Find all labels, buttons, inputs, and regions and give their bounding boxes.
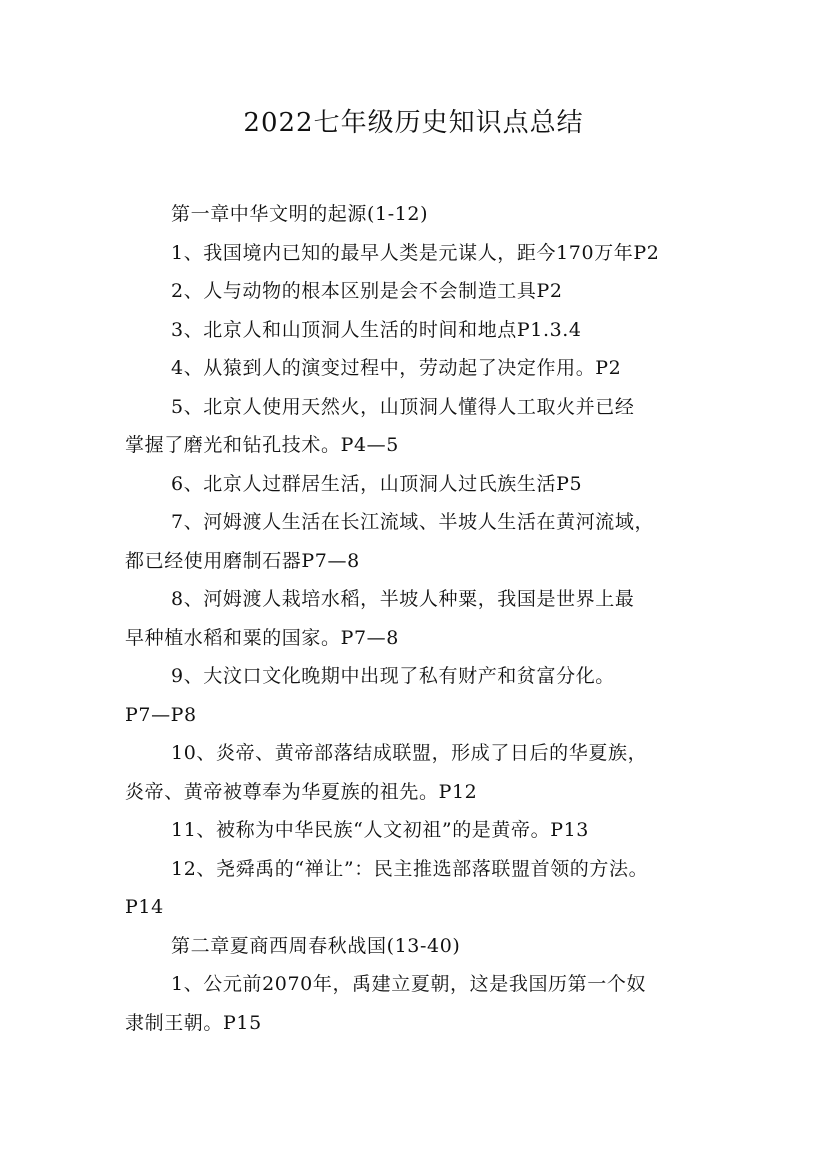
text-line: 第一章中华文明的起源(1-12) (171, 203, 429, 225)
text-line: 8、河姆渡人栽培水稻，半坡人种粟，我国是世界上最 (171, 588, 635, 610)
text-line: 12、尧舜禹的“禅让”：民主推选部落联盟首领的方法。 (171, 857, 649, 880)
text-line: P7—P8 (125, 703, 197, 726)
text-line: 5、北京人使用天然火，山顶洞人懂得人工取火并已经 (171, 395, 635, 418)
text-line: 炎帝、黄帝被尊奉为华夏族的祖先。P12 (125, 780, 478, 803)
text-line: 9、大汶口文化晚期中出现了私有财产和贫富分化。 (171, 665, 615, 687)
text-line: 6、北京人过群居生活，山顶洞人过氏族生活P5 (171, 472, 583, 495)
text-line: 早种植水稻和粟的国家。P7—8 (125, 626, 399, 649)
text-line: 7、河姆渡人生活在长江流域、半坡人生活在黄河流域， (171, 511, 655, 533)
text-line: 1、公元前2070年，禹建立夏朝，这是我国历第一个奴 (171, 973, 647, 995)
document-title: 2022七年级历史知识点总结 (243, 108, 584, 138)
text-line: 4、从猿到人的演变过程中，劳动起了决定作用。P2 (171, 357, 622, 379)
text-line: 11、被称为中华民族“人文初祖”的是黄帝。P13 (171, 819, 589, 841)
text-line: 掌握了磨光和钻孔技术。P4—5 (125, 434, 399, 456)
text-line: P14 (125, 896, 164, 918)
text-line: 第二章夏商西周春秋战国(13-40) (171, 934, 461, 957)
text-line: 都已经使用磨制石器P7—8 (125, 549, 360, 572)
text-line: 隶制王朝。P15 (125, 1011, 262, 1034)
text-line: 10、炎帝、黄帝部落结成联盟，形成了日后的华夏族， (171, 742, 648, 764)
text-line: 1、我国境内已知的最早人类是元谋人，距今170万年P2 (171, 241, 660, 264)
document-body (125, 195, 715, 1042)
text-line: 2、人与动物的根本区别是会不会制造工具P2 (171, 280, 563, 302)
text-line: 3、北京人和山顶洞人生活的时间和地点P1.3.4 (171, 318, 582, 341)
